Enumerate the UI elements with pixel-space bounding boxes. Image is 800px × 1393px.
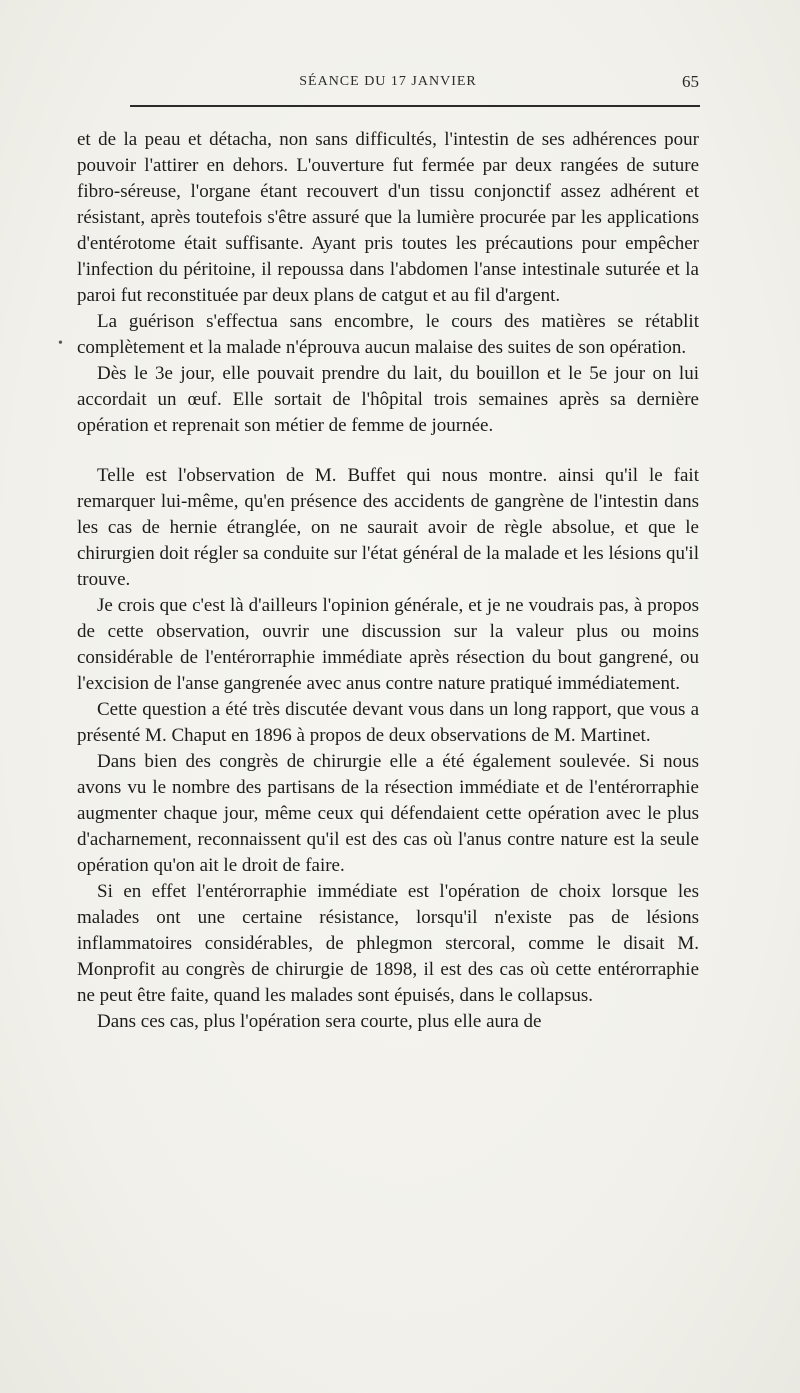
paragraph-8: Si en effet l'entérorraphie immédiate est l'opération de choix lorsque les malades ont une certaine résistance, lorsqu'il n'existe pas de lésions inflammatoires considérables, de phlegmon stercoral, comme le disait M. Monprofit au congrès de chirurgie de 1898, il est des cas où cette entérorraphie ne peut être faite, quand les malades sont épuisés, dans le collapsus. bbox=[77, 881, 699, 1006]
running-head: SÉANCE DU 17 JANVIER bbox=[299, 74, 477, 89]
paragraph-4: Telle est l'observation de M. Buffet qui nous montre. ainsi qu'il le fait remarquer lui-même, qu'en présence des accidents de gangrène de l'intestin dans les cas de hernie étranglée, on ne saurait avoir de règle absolue, et que le chirurgien doit régler sa conduite sur l'état général de la malade et les lésions qu'il trouve. bbox=[77, 465, 699, 590]
paragraph-3: Dès le 3e jour, elle pouvait prendre du lait, du bouillon et le 5e jour on lui accordait un œuf. Elle sortait de l'hôpital trois semaines après sa dernière opération et reprenait son métier de femme de journée. bbox=[77, 363, 699, 436]
paragraph-6: Cette question a été très discutée devant vous dans un long rapport, que vous a présenté M. Chaput en 1896 à propos de deux observations de M. Martinet. bbox=[77, 699, 699, 746]
paragraph-7: Dans bien des congrès de chirurgie elle a été également soulevée. Si nous avons vu le nombre des partisans de la résection immédiate et de l'entérorraphie augmenter chaque jour, même ceux qui défendaient cette opération avec le plus d'acharnement, reconnaissent qu'il est des cas où l'anus contre nature est la seule opération qu'on ait le droit de faire. bbox=[77, 751, 699, 876]
paragraph-5: Je crois que c'est là d'ailleurs l'opinion générale, et je ne voudrais pas, à propos de cette observation, ouvrir une discussion sur la valeur plus ou moins considérable de l'entérorraphie immédiate après résection du bout gangrené, ou l'excision de l'anse gangrenée avec anus contre nature pratiqué immédiatement. bbox=[77, 595, 699, 694]
page-number: 65 bbox=[682, 72, 699, 91]
page-header bbox=[77, 74, 699, 96]
body-text bbox=[77, 127, 699, 1035]
paragraph-9: Dans ces cas, plus l'opération sera courte, plus elle aura de bbox=[97, 1011, 542, 1032]
margin-mark: • bbox=[58, 336, 63, 351]
paragraph-1: et de la peau et détacha, non sans difficultés, l'intestin de ses adhérences pour pouvoir l'attirer en dehors. L'ouverture fut fermée par deux rangées de suture fibro-séreuse, l'organe étant recouvert d'un tissu conjonctif assez adhérent et résistant, après toutefois s'être assuré que la lumière procurée par les applications d'entérotome était suffisante. Ayant pris toutes les précautions pour empêcher l'infection du péritoine, il repoussa dans l'abdomen l'anse intestinale suturée et la paroi fut reconstituée par deux plans de catgut et au fil d'argent. bbox=[77, 129, 699, 306]
header-rule bbox=[130, 105, 700, 107]
paragraph-2: La guérison s'effectua sans encombre, le cours des matières se rétablit complètement et la malade n'éprouva aucun malaise des suites de son opération. bbox=[77, 311, 699, 358]
